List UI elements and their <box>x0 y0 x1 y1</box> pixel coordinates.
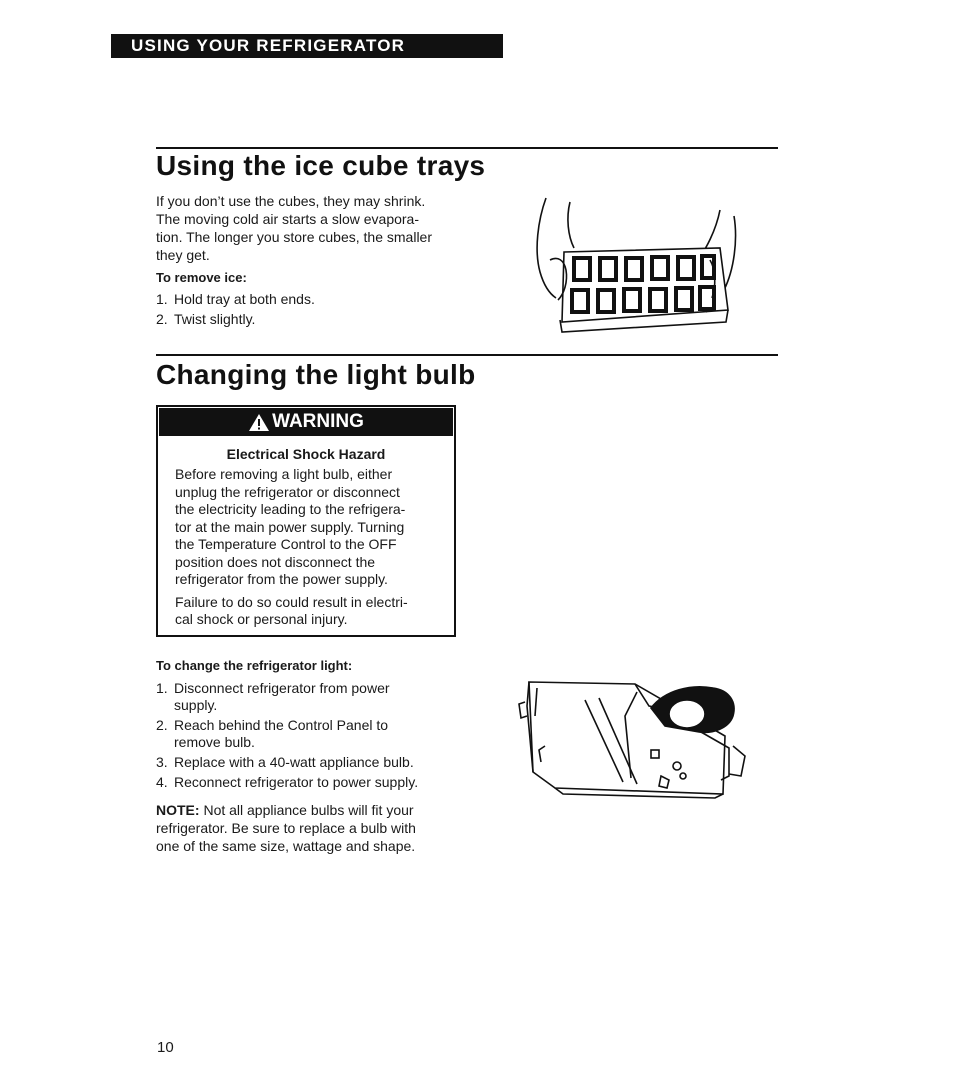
light-bulb-title: Changing the light bulb <box>156 359 476 390</box>
intro-line: The moving cold air starts a slow evapora- <box>156 211 419 227</box>
note-paragraph: NOTE: Not all appliance bulbs will fit your refrigerator. Be sure to replace a bulb with one of the same size, wattage and shape. <box>156 802 416 854</box>
change-light-subhead: To change the refrigerator light: <box>156 658 353 673</box>
ice-tray-hands-icon <box>530 190 745 340</box>
list-item: 3. Replace with a 40-watt appliance bulb. <box>156 754 414 770</box>
list-item: 2. Twist slightly. <box>156 311 256 327</box>
page-number: 10 <box>157 1039 174 1056</box>
warning-triangle-icon <box>248 413 270 432</box>
change-light-steps <box>156 680 476 794</box>
ice-tray-title: Using the ice cube trays <box>156 150 486 181</box>
list-item: 1. Disconnect refrigerator from power supply. <box>156 680 390 713</box>
warning-label: WARNING <box>272 411 364 432</box>
note-label: NOTE: <box>156 802 200 818</box>
ice-tray-intro <box>156 192 476 264</box>
list-item: 2. Reach behind the Control Panel to remove bulb. <box>156 717 389 750</box>
divider-rule <box>156 147 778 149</box>
list-item: 1. Hold tray at both ends. <box>156 291 315 307</box>
section-header-bar <box>111 34 503 58</box>
warning-header <box>159 408 453 436</box>
intro-line: If you don’t use the cubes, they may shrink. <box>156 193 426 209</box>
intro-line: tion. The longer you store cubes, the smaller <box>156 229 433 245</box>
list-item: 4. Reconnect refrigerator to power supply. <box>156 774 419 790</box>
warning-box <box>156 405 456 637</box>
remove-ice-subhead: To remove ice: <box>156 270 247 285</box>
warning-consequence: Failure to do so could result in electri- cal shock or personal injury. <box>175 593 408 627</box>
warning-body <box>158 462 454 629</box>
warning-text: Before removing a light bulb, either unplug the refrigerator or disconnect the electricity leading to the refrigera- tor at the main power supply. Turning the Temperature Control to the OFF position does not disconnect the refrigerator from the power supply. <box>175 466 406 587</box>
divider-rule <box>156 354 778 356</box>
remove-ice-steps <box>156 291 456 331</box>
section-header-label: USING YOUR REFRIGERATOR <box>131 36 406 55</box>
hazard-title: Electrical Shock Hazard <box>226 446 386 462</box>
control-panel-light-icon <box>515 676 755 804</box>
intro-line: they get. <box>156 247 210 263</box>
